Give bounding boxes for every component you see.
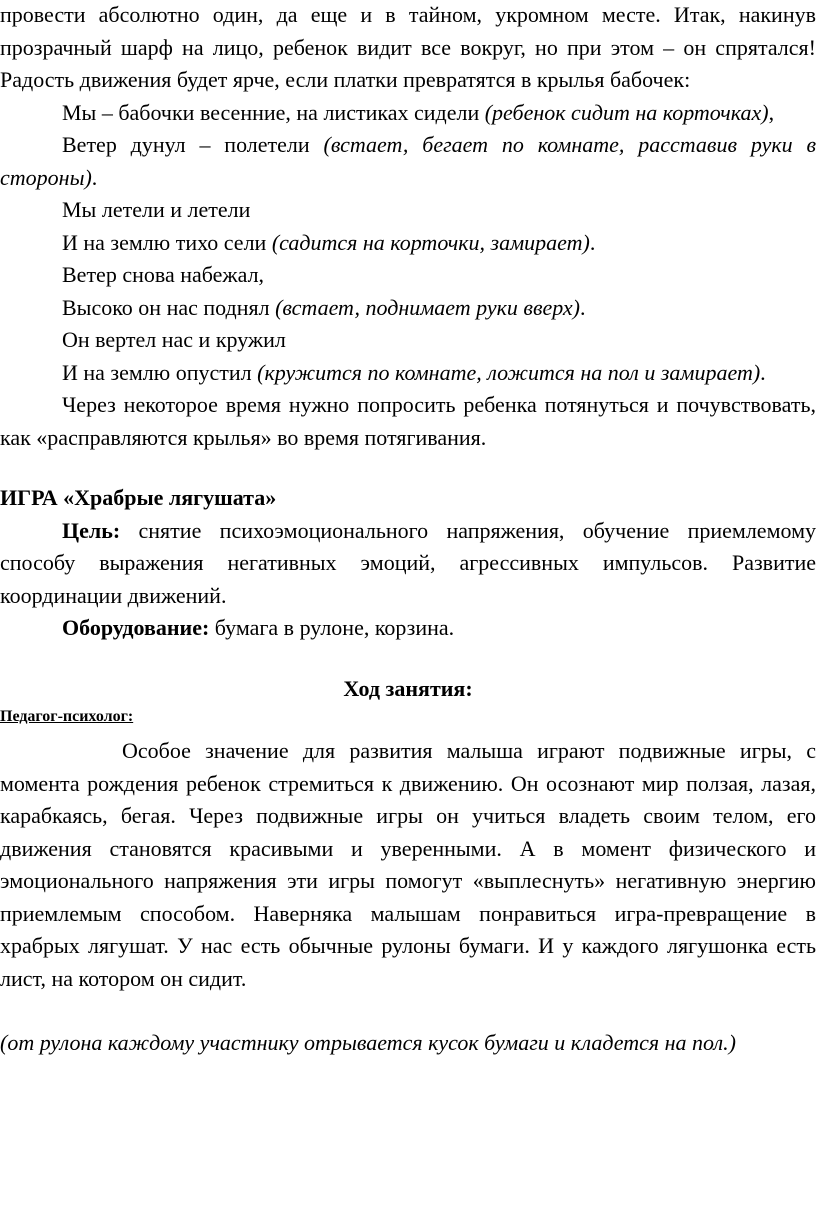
game-equipment: Оборудование: бумага в рулоне, корзина. bbox=[62, 615, 455, 640]
game-goal: Цель: снятие психоэмоционального напряжения, обучение приемлемому способу выражения негативных эмоций, агрессивных импульсов. Развитие координации движений. bbox=[0, 517, 816, 608]
final-note: (от рулона каждому участнику отрывается кусок бумаги и кладется на пол.) bbox=[0, 1030, 736, 1055]
lesson-text: Особое значение для развития малыша играют подвижные игры, с момента рождения ребенок стремиться к движению. Он осознают мир ползая, лазая, карабкаясь, бегая. Через подвижные игры он учиться владеть своим телом, его движения становятся красивыми и уверенными. А в момент физического и эмоционального напряжения эти игры помогут «выплеснуть» негативную энергию приемлемым способом. Наверняка малышам понравиться игра-превращение в храбрых лягушат. У нас есть обычные рулоны бумаги. И у каждого лягушонка есть лист, на котором он сидит. bbox=[0, 738, 816, 991]
poem-line: Мы – бабочки весенние, на листиках сидели (ребенок сидит на корточках), bbox=[62, 99, 775, 125]
poem-line: И на землю опустил (кружится по комнате, ложится на пол и замирает). bbox=[62, 359, 766, 385]
spacer bbox=[0, 454, 816, 482]
poem-line: Мы летели и летели bbox=[62, 197, 251, 222]
equipment-label: Оборудование: bbox=[62, 615, 210, 640]
spacer bbox=[0, 995, 816, 1027]
poem-line: И на землю тихо сели (садится на корточки, замирает). bbox=[62, 229, 596, 255]
intro-paragraph: провести абсолютно один, да еще и в тайном, укромном месте. Итак, накинув прозрачный шарф на лицо, ребенок видит все вокруг, но при этом – он спрятался! Радость движения будет ярче, если платки превратятся в крылья бабочек: bbox=[0, 2, 816, 92]
game-title: ИГРА «Храбрые лягушата» bbox=[0, 485, 277, 510]
stretch-paragraph: Через некоторое время нужно попросить ребенка потянуться и почувствовать, как «расправляются крылья» во время потягивания. bbox=[0, 392, 816, 450]
poem-line: Ветер дунул – полетели (встает, бегает по комнате, расставив руки в стороны). bbox=[0, 132, 816, 190]
butterfly-poem bbox=[0, 97, 816, 390]
lesson-heading: Ход занятия: bbox=[343, 675, 473, 701]
poem-line: Он вертел нас и кружил bbox=[62, 327, 286, 352]
poem-line: Ветер снова набежал, bbox=[62, 262, 265, 287]
spacer bbox=[0, 645, 816, 673]
goal-label: Цель: bbox=[62, 517, 121, 543]
speaker-label: Педагог-психолог: bbox=[0, 708, 134, 725]
poem-line: Высоко он нас поднял (встает, поднимает руки вверх). bbox=[62, 294, 586, 320]
